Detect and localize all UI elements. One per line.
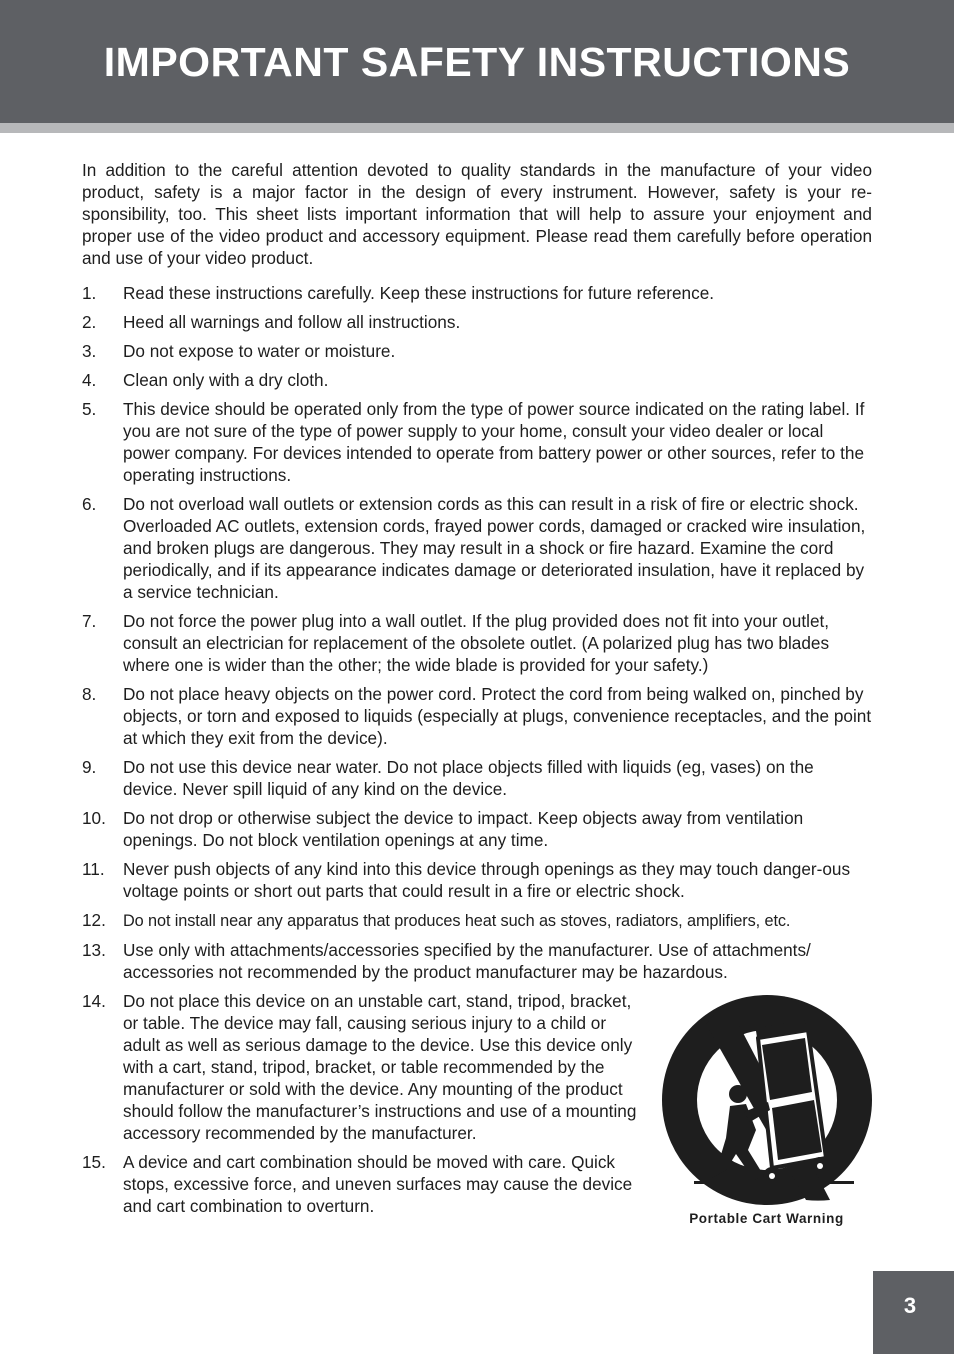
list-item [82,858,872,902]
item-text: Do not use this device near water. Do not place objects filled with liquids (eg, vases) on the device. Never spill liquid of any kind on the device. [123,757,814,799]
intro-paragraph: In addition to the careful attention devoted to quality standards in the manufacture of your video product, safety is a major factor in the design of every instrument. However, safety is your re-sponsibility, too. This sheet lists important information that will help to assure your enjoyment and proper use of the video product and accessory equipment. Please read them carefully before operation and use of your video product. [82,160,872,268]
list-item [82,683,872,749]
list-item [82,610,872,676]
figure-caption: Portable Cart Warning [689,1211,844,1226]
list-item [82,282,872,304]
item-text: A device and cart combination should be moved with care. Quick stops, excessive force, and uneven surfaces may cause the device and cart combination to overturn. [123,1152,633,1216]
list-item [82,369,872,391]
item-text: Clean only with a dry cloth. [123,370,329,390]
page-number: 3 [903,1293,917,1318]
page-title: IMPORTANT SAFETY INSTRUCTIONS [103,39,851,85]
list-item [82,939,872,983]
item-text: Do not place this device on an unstable cart, stand, tripod, bracket, or table. The device may fall, causing serious injury to a child or adult as well as serious damage to the device. Use this device only with a cart, stand, tripod, bracket, or table recommended by the manufacturer or sold with the device. Any mounting of the product should follow the manufacturer’s instructions and use of a mounting accessory recommended by the manufacturer. [123,991,637,1143]
portable-cart-warning-icon [660,990,875,1230]
item-number: 6. [82,494,97,514]
item-number: 9. [82,757,97,777]
item-text: Do not place heavy objects on the power cord. Protect the cord from being walked on, pinched by objects, or torn and exposed to liquids (especially at plugs, convenience receptacles, and the point at which they exit from the device). [123,684,872,748]
item-number: 15. [82,1152,106,1172]
item-number: 3. [82,341,97,361]
item-text: Do not expose to water or moisture. [123,341,396,361]
item-text: Never push objects of any kind into this device through openings as they may touch danger-ous voltage points or short out parts that could result in a fire or electric shock. [123,859,851,901]
list-item [82,807,872,851]
item-number: 1. [82,283,97,303]
list-item [82,493,872,603]
item-number: 5. [82,399,97,419]
item-text: Do not force the power plug into a wall outlet. If the plug provided does not fit into your outlet, consult an electrician for replacement of the obsolete outlet. (A polarized plug has two blades where one is wider than the other; the wide blade is provided for your safety.) [123,611,830,675]
item-text: Use only with attachments/accessories specified by the manufacturer. Use of attachments/ accessories not recommended by the product manufacturer may be hazardous. [123,940,811,982]
list-item [82,311,872,333]
item-number: 7. [82,611,97,631]
list-item [82,756,872,800]
list-item [82,340,872,362]
item-number: 13. [82,940,106,960]
item-text: Do not drop or otherwise subject the device to impact. Keep objects away from ventilation openings. Do not block ventilation openings at any time. [123,808,804,850]
item-number: 10. [82,808,106,828]
item-text: Read these instructions carefully. Keep these instructions for future reference. [123,283,715,303]
item-number: 4. [82,370,97,390]
item-text: Heed all warnings and follow all instructions. [123,312,461,332]
item-number: 14. [82,991,106,1011]
list-item [82,398,872,486]
header-stripe [0,123,954,133]
item-number: 8. [82,684,97,704]
item-text: Do not overload wall outlets or extension cords as this can result in a risk of fire or electric shock. Overloaded AC outlets, extension cords, frayed power cords, damaged or cracked wire insulation, and broken plugs are dangerous. They may result in a shock or fire hazard. Examine the cord periodically, and if its appearance indicates damage or deteriorated insulation, have it replaced by a service technician. [123,494,866,602]
item-number: 11. [82,859,105,879]
item-text: Do not install near any apparatus that produces heat such as stoves, radiators, amplifiers, etc. [123,912,791,930]
item-number: 2. [82,312,97,332]
list-item [82,909,872,932]
item-number: 12. [82,910,106,930]
item-text: This device should be operated only from the type of power source indicated on the rating label. If you are not sure of the type of power supply to your home, consult your video dealer or local power company. For devices intended to operate from battery power or other sources, refer to the operating instructions. [123,399,865,485]
